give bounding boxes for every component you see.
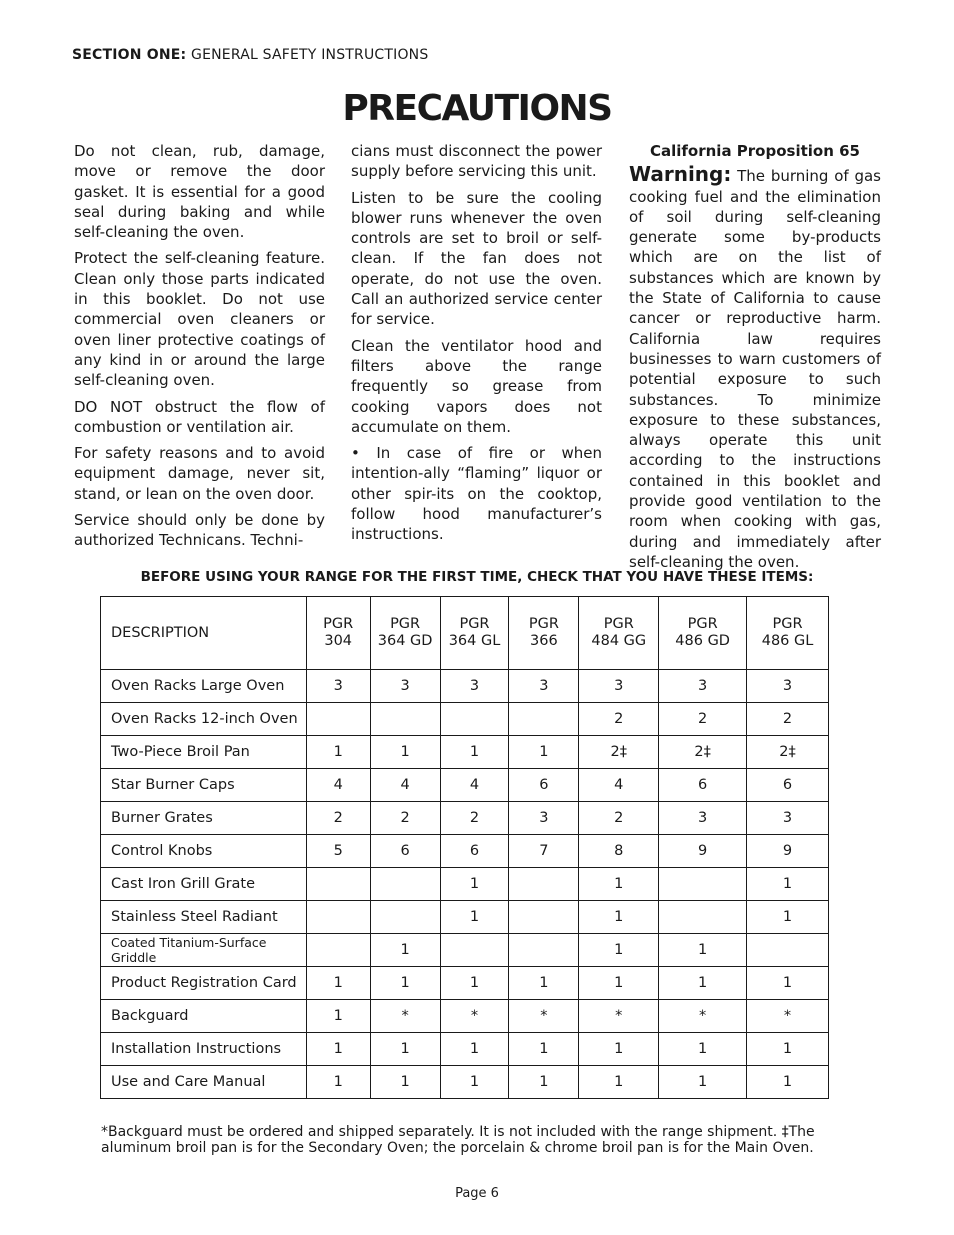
table-cell: 3 xyxy=(509,670,579,703)
table-row xyxy=(101,967,829,1000)
table-cell: 2 xyxy=(747,703,829,736)
table-cell: 3 xyxy=(440,670,509,703)
row-label: Stainless Steel Radiant xyxy=(101,901,307,934)
model-number: 304 xyxy=(324,633,353,649)
table-cell: 1 xyxy=(747,868,829,901)
table-cell: 1 xyxy=(579,1066,659,1099)
table-cell: 3 xyxy=(509,802,579,835)
table-cell: 6 xyxy=(370,835,440,868)
table-cell: 1 xyxy=(306,736,370,769)
table-row xyxy=(101,868,829,901)
table-cell: 2‡ xyxy=(747,736,829,769)
row-label: Burner Grates xyxy=(101,802,307,835)
table-cell: 1 xyxy=(440,1033,509,1066)
model-number: 366 xyxy=(530,633,558,649)
table-cell: 2‡ xyxy=(659,736,747,769)
table-cell: 1 xyxy=(440,967,509,1000)
model-series: PGR xyxy=(772,616,803,632)
table-cell: 2 xyxy=(579,802,659,835)
table-cell xyxy=(306,703,370,736)
table-cell: 2 xyxy=(306,802,370,835)
table-cell xyxy=(509,868,579,901)
table-cell xyxy=(509,934,579,967)
row-label: Coated Titanium-Surface Griddle xyxy=(101,934,307,967)
table-cell: * xyxy=(440,1000,509,1033)
table-cell: 1 xyxy=(306,1033,370,1066)
table-row xyxy=(101,1000,829,1033)
table-cell: 1 xyxy=(747,901,829,934)
table-row xyxy=(101,769,829,802)
table-cell xyxy=(306,868,370,901)
row-label: Oven Racks Large Oven xyxy=(101,670,307,703)
table-cell: 1 xyxy=(306,1066,370,1099)
row-label: Cast Iron Grill Grate xyxy=(101,868,307,901)
table-cell: 4 xyxy=(440,769,509,802)
table-row xyxy=(101,703,829,736)
table-row xyxy=(101,901,829,934)
table-cell: 9 xyxy=(747,835,829,868)
table-cell: 1 xyxy=(306,1000,370,1033)
paragraph: Clean the ventilator hood and filters above the range frequently so grease from cooking vapors does not accumulate on them. xyxy=(351,336,602,436)
table-cell: 6 xyxy=(509,769,579,802)
header-model xyxy=(659,597,747,670)
table-row xyxy=(101,934,829,967)
paragraph: • In case of fire or when intention-ally “flaming” liquor or other spir-its on the cooktop, follow hood manufacturer’s instructions. xyxy=(351,444,602,544)
table-cell: 1 xyxy=(440,736,509,769)
table-cell: 2‡ xyxy=(579,736,659,769)
table-cell xyxy=(306,901,370,934)
table-cell: 1 xyxy=(440,901,509,934)
paragraph: Listen to be sure the cooling blower runs whenever the oven controls are set to broil or self-clean. If the fan does not operate, do not use the oven. Call an authorized service center for service. xyxy=(351,188,602,329)
table-cell: 1 xyxy=(370,1066,440,1099)
model-series: PGR xyxy=(323,616,354,632)
table-cell: 8 xyxy=(579,835,659,868)
table-cell: 1 xyxy=(579,967,659,1000)
paragraph: DO NOT obstruct the flow of combustion or ventilation air. xyxy=(74,397,325,436)
table-cell: 5 xyxy=(306,835,370,868)
table-cell: 1 xyxy=(659,1033,747,1066)
paragraph: For safety reasons and to avoid equipment damage, never sit, stand, or lean on the oven door. xyxy=(74,444,325,503)
model-series: PGR xyxy=(390,616,421,632)
model-series: PGR xyxy=(528,616,559,632)
table-cell: 3 xyxy=(306,670,370,703)
table-row xyxy=(101,670,829,703)
table-cell xyxy=(509,703,579,736)
table-cell: * xyxy=(370,1000,440,1033)
table-cell: 3 xyxy=(370,670,440,703)
row-label: Oven Racks 12-inch Oven xyxy=(101,703,307,736)
table-cell: 3 xyxy=(747,670,829,703)
table-cell: 1 xyxy=(579,901,659,934)
table-cell: 1 xyxy=(747,1066,829,1099)
table-cell: 1 xyxy=(579,868,659,901)
table-cell xyxy=(370,868,440,901)
table-cell xyxy=(509,901,579,934)
column-1 xyxy=(74,141,325,557)
table-cell xyxy=(370,703,440,736)
table-cell: 2 xyxy=(659,703,747,736)
table-cell: 3 xyxy=(659,802,747,835)
table-cell: 4 xyxy=(579,769,659,802)
table-cell: 4 xyxy=(370,769,440,802)
table-cell xyxy=(440,703,509,736)
table-cell: 1 xyxy=(440,1066,509,1099)
page-number: Page 6 xyxy=(455,1186,499,1201)
table-cell: 1 xyxy=(370,1033,440,1066)
table-cell: * xyxy=(579,1000,659,1033)
table-cell: 6 xyxy=(659,769,747,802)
column-2 xyxy=(351,141,602,551)
header-model xyxy=(747,597,829,670)
model-number: 486 GD xyxy=(675,633,730,649)
row-label: Two-Piece Broil Pan xyxy=(101,736,307,769)
table-cell xyxy=(659,868,747,901)
page-title: PRECAUTIONS xyxy=(342,88,612,129)
table-cell: 1 xyxy=(747,967,829,1000)
model-number: 484 GG xyxy=(591,633,647,649)
table-cell: 1 xyxy=(509,1033,579,1066)
table-cell: 2 xyxy=(370,802,440,835)
paragraph: Protect the self-cleaning feature. Clean only those parts indicated in this booklet. Do not use commercial oven cleaners or oven liner protective coatings of any kind in or around the large self-cleaning oven. xyxy=(74,249,325,390)
header-model xyxy=(370,597,440,670)
row-label: Backguard xyxy=(101,1000,307,1033)
column-3-prop65 xyxy=(629,141,881,578)
table-cell: 3 xyxy=(747,802,829,835)
header-model xyxy=(509,597,579,670)
section-label: SECTION ONE: xyxy=(72,47,187,63)
table-cell: 1 xyxy=(747,1033,829,1066)
table-cell: * xyxy=(747,1000,829,1033)
table-cell: 1 xyxy=(370,967,440,1000)
row-label: Use and Care Manual xyxy=(101,1066,307,1099)
table-cell: 1 xyxy=(509,967,579,1000)
table-cell: 1 xyxy=(659,1066,747,1099)
header-description: DESCRIPTION xyxy=(101,597,307,670)
row-label: Control Knobs xyxy=(101,835,307,868)
items-table xyxy=(100,596,829,1099)
table-row xyxy=(101,835,829,868)
table-cell xyxy=(306,934,370,967)
table-row xyxy=(101,736,829,769)
row-label: Star Burner Caps xyxy=(101,769,307,802)
table-cell: 2 xyxy=(440,802,509,835)
table-cell xyxy=(659,901,747,934)
table-header-row xyxy=(101,597,829,670)
warning-text: The burning of gas cooking fuel and the elimination of soil during self-cleaning generate some by-products which are on the list of substances which are known by the State of California to cause cancer or reproductive harm. California law requires businesses to warn customers of potential exposure to such substances. To minimize exposure to these substances, always operate this unit according to the instructions contained in this booklet and provide good ventilation to the room when cooking with gas, during and immediately after self-cleaning the oven. xyxy=(629,167,881,571)
table-cell: 4 xyxy=(306,769,370,802)
table-cell: 6 xyxy=(747,769,829,802)
table-cell: 1 xyxy=(659,934,747,967)
table-cell: 3 xyxy=(579,670,659,703)
prop65-title: California Proposition 65 xyxy=(649,142,860,160)
paragraph: Do not clean, rub, damage, move or remove the door gasket. It is essential for a good seal during baking and while self-cleaning the oven. xyxy=(74,142,325,242)
row-label: Installation Instructions xyxy=(101,1033,307,1066)
model-number: 486 GL xyxy=(761,633,814,649)
section-header xyxy=(72,47,428,63)
header-model xyxy=(440,597,509,670)
table-cell: 7 xyxy=(509,835,579,868)
table-cell: 1 xyxy=(579,1033,659,1066)
table-cell xyxy=(747,934,829,967)
paragraph: cians must disconnect the power supply before servicing this unit. xyxy=(351,142,602,181)
table-cell: 1 xyxy=(370,934,440,967)
table-cell: 9 xyxy=(659,835,747,868)
section-title: GENERAL SAFETY INSTRUCTIONS xyxy=(191,47,429,63)
table-row xyxy=(101,1066,829,1099)
table-cell: 1 xyxy=(579,934,659,967)
table-cell: 2 xyxy=(579,703,659,736)
table-row xyxy=(101,1033,829,1066)
checklist-heading: BEFORE USING YOUR RANGE FOR THE FIRST TIME, CHECK THAT YOU HAVE THESE ITEMS: xyxy=(140,569,814,585)
header-model xyxy=(306,597,370,670)
model-number: 364 GD xyxy=(377,633,433,649)
header-model xyxy=(579,597,659,670)
table-cell xyxy=(370,901,440,934)
table-cell: 6 xyxy=(440,835,509,868)
prop65-warning xyxy=(629,164,881,572)
table-cell: * xyxy=(659,1000,747,1033)
table-cell: 1 xyxy=(370,736,440,769)
model-series: PGR xyxy=(603,616,634,632)
table-cell: 1 xyxy=(659,967,747,1000)
table-cell: 1 xyxy=(306,967,370,1000)
model-number: 364 GL xyxy=(448,633,501,649)
table-cell: * xyxy=(509,1000,579,1033)
row-label: Product Registration Card xyxy=(101,967,307,1000)
footnote: *Backguard must be ordered and shipped separately. It is not included with the range shipment. ‡The aluminum broil pan is for the Secondary Oven; the porcelain & chrome broil pan is for the Main Oven. xyxy=(101,1124,815,1156)
model-series: PGR xyxy=(459,616,490,632)
table-cell xyxy=(440,934,509,967)
table-row xyxy=(101,802,829,835)
paragraph: Service should only be done by authorized Technicans. Techni- xyxy=(74,511,325,550)
table-cell: 3 xyxy=(659,670,747,703)
warning-word: Warning: xyxy=(629,162,732,187)
model-series: PGR xyxy=(687,616,718,632)
table-cell: 1 xyxy=(509,736,579,769)
table-cell: 1 xyxy=(440,868,509,901)
table-cell: 1 xyxy=(509,1066,579,1099)
